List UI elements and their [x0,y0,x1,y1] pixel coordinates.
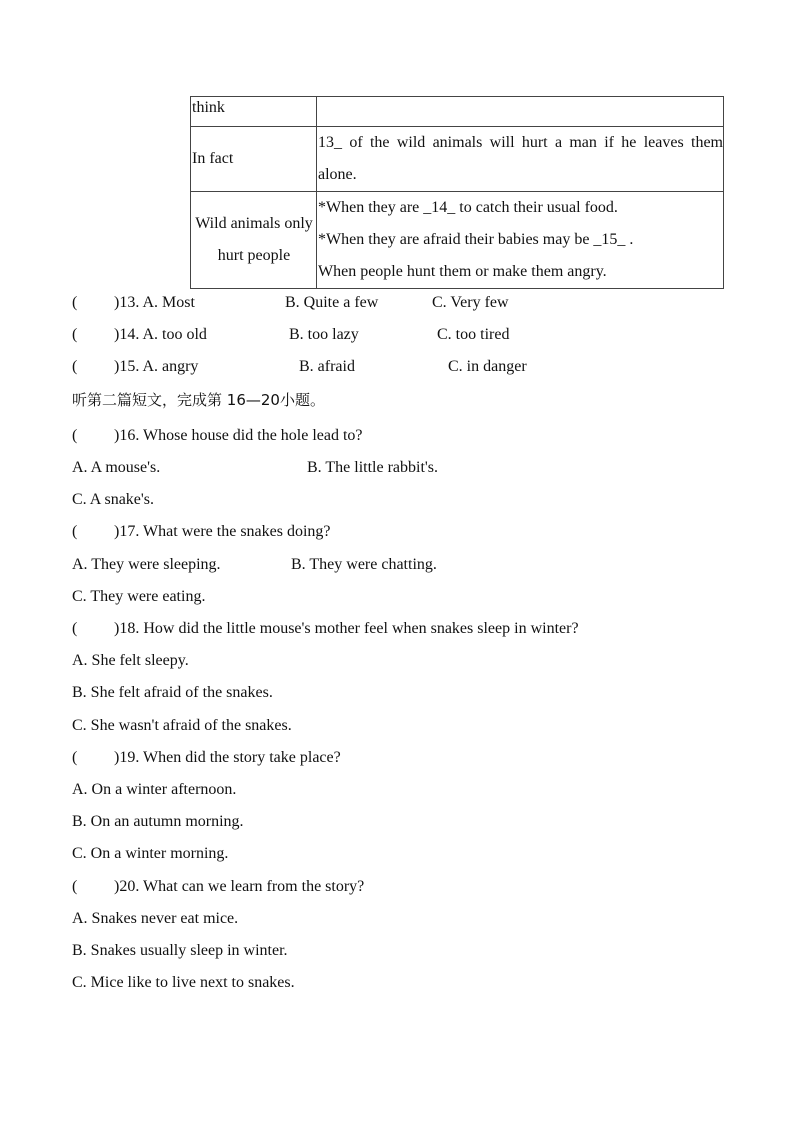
option-b: B. Snakes usually sleep in winter. [72,942,288,959]
answer-bracket[interactable]: ( [72,358,78,375]
info-table [190,96,724,289]
answer-bracket[interactable]: ( [72,749,78,766]
option-c: C. Mice like to live next to snakes. [72,974,295,991]
option-c: C. too tired [437,326,510,343]
option-c: C. in danger [448,358,527,375]
table-cell-line: *When they are afraid their babies may be _15_ . [318,231,634,248]
option-a: )14. A. too old [114,326,207,343]
option-b: B. too lazy [289,326,359,343]
table-cell: 13_ of the wild animals will hurt a man if he leaves them alone. [317,127,724,192]
option-a: A. A mouse's. [72,459,161,476]
table-cell [317,192,724,289]
section-instruction: 听第二篇短文，完成第 16—20小题。 [72,391,325,409]
option-b: B. They were chatting. [291,556,437,573]
question-16 [72,426,363,446]
question-15 [72,357,772,377]
option-a: A. They were sleeping. [72,556,221,573]
answer-bracket[interactable]: ( [72,427,78,444]
option-a: A. Snakes never eat mice. [72,910,239,927]
options-row [72,555,772,575]
table-row [191,192,724,289]
option-c: C. On a winter morning. [72,845,229,862]
question-stem: )19. When did the story take place? [114,749,341,766]
table-cell: In fact [191,127,317,192]
option-c: C. They were eating. [72,588,206,605]
table-cell-line: *When they are _14_ to catch their usual food. [318,199,618,216]
question-stem: )17. What were the snakes doing? [114,523,331,540]
option-c: C. A snake's. [72,491,154,508]
question-14 [72,325,772,345]
option-a: A. She felt sleepy. [72,652,189,669]
answer-bracket[interactable]: ( [72,326,78,343]
table-row [191,97,724,127]
option-b: B. She felt afraid of the snakes. [72,684,273,701]
answer-bracket[interactable]: ( [72,294,78,311]
option-a: A. On a winter afternoon. [72,781,237,798]
question-13 [72,293,772,313]
question-18 [72,619,579,639]
question-17 [72,522,331,542]
question-19 [72,748,341,768]
option-a: )13. A. Most [114,294,195,311]
answer-bracket[interactable]: ( [72,620,78,637]
question-stem: )18. How did the little mouse's mother feel when snakes sleep in winter? [114,620,579,637]
table-cell: Wild animals only hurt people [191,192,317,289]
option-c: C. Very few [432,294,509,311]
table-cell: think [191,97,317,127]
option-b: B. afraid [299,358,355,375]
table-cell [317,97,724,127]
question-20 [72,877,364,897]
answer-bracket[interactable]: ( [72,523,78,540]
option-c: C. She wasn't afraid of the snakes. [72,717,292,734]
table-cell-line: When people hunt them or make them angry. [318,263,607,280]
question-stem: )20. What can we learn from the story? [114,878,365,895]
option-a: )15. A. angry [114,358,199,375]
option-b: B. Quite a few [285,294,379,311]
table-row [191,127,724,192]
answer-bracket[interactable]: ( [72,878,78,895]
question-stem: )16. Whose house did the hole lead to? [114,427,363,444]
option-b: B. The little rabbit's. [307,459,439,476]
options-row [72,458,772,478]
option-b: B. On an autumn morning. [72,813,244,830]
